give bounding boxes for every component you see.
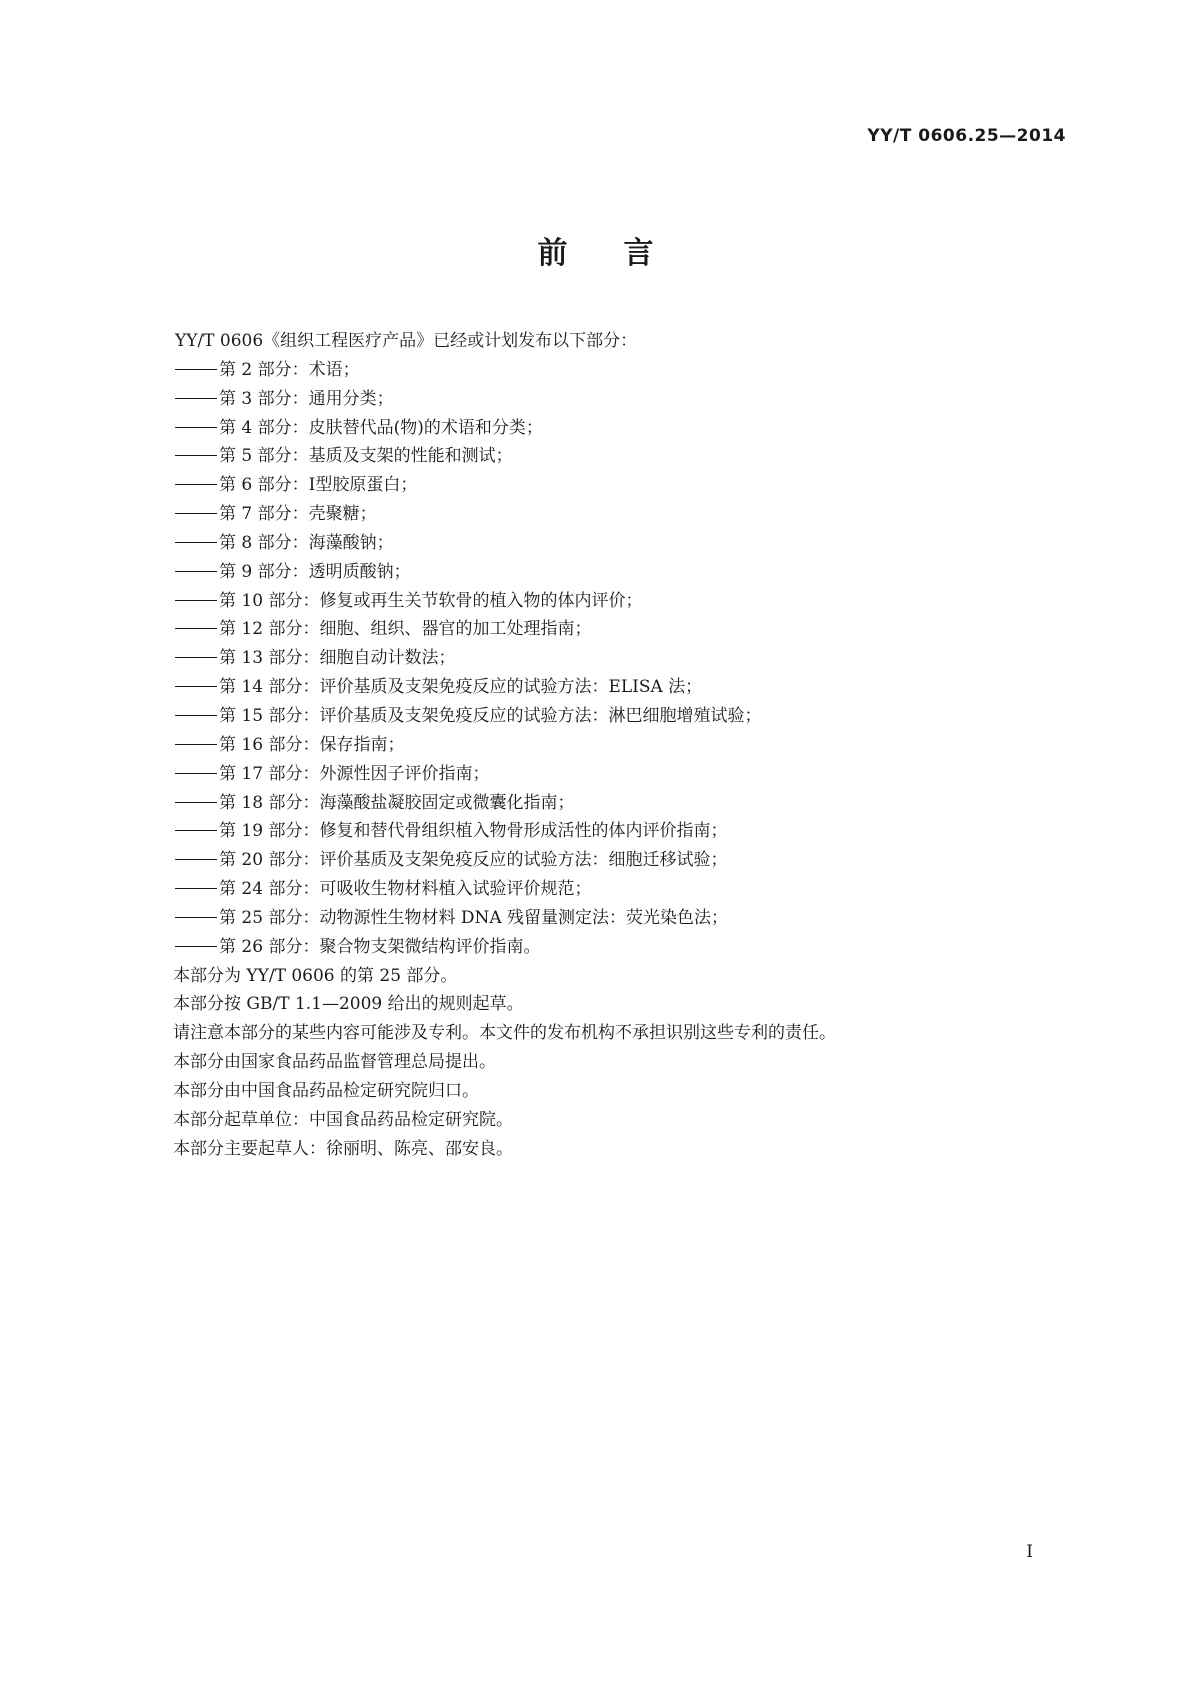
- dash-mark: [175, 571, 217, 572]
- dash-mark: [175, 398, 217, 399]
- list-item-text: 第 8 部分：海藻酸钠；: [219, 532, 394, 553]
- list-item-text: 第 19 部分：修复和替代骨组织植入物骨形成活性的体内评价指南；: [219, 821, 728, 842]
- list-item: [175, 789, 1055, 818]
- list-item: [175, 644, 1055, 673]
- list-item-text: 第 9 部分：透明质酸钠；: [219, 561, 411, 582]
- dash-mark: [175, 888, 217, 889]
- paragraph: 本部分起草单位：中国食品药品检定研究院。: [173, 1109, 513, 1130]
- dash-mark: [175, 830, 217, 831]
- list-item-text: 第 2 部分：术语；: [219, 359, 360, 380]
- list-item: [175, 558, 1055, 587]
- dash-mark: [175, 600, 217, 601]
- page-number: I: [1026, 1542, 1033, 1562]
- list-item-text: 第 26 部分：聚合物支架微结构评价指南。: [219, 936, 541, 957]
- dash-mark: [175, 542, 217, 543]
- intro-line: YY/T 0606《组织工程医疗产品》已经或计划发布以下部分：: [175, 331, 638, 351]
- list-item: [175, 500, 1055, 529]
- list-item: [175, 904, 1055, 933]
- list-item: [175, 529, 1055, 558]
- list-item-text: 第 17 部分：外源性因子评价指南；: [219, 763, 490, 784]
- list-item-text: 第 3 部分：通用分类；: [219, 388, 394, 409]
- dash-mark: [175, 686, 217, 687]
- list-item: [175, 760, 1055, 789]
- paragraph: 本部分按 GB/T 1.1—2009 给出的规则起草。: [173, 994, 524, 1015]
- list-item-text: 第 18 部分：海藻酸盐凝胶固定或微囊化指南；: [219, 792, 575, 813]
- list-item-text: 第 13 部分：细胞自动计数法；: [219, 648, 456, 669]
- list-item: [175, 933, 1055, 962]
- paragraph: 本部分为 YY/T 0606 的第 25 部分。: [173, 965, 458, 986]
- dash-mark: [175, 917, 217, 918]
- list-item-text: 第 25 部分：动物源性生物材料 DNA 残留量测定法：荧光染色法；: [219, 907, 729, 928]
- list-item-text: 第 15 部分：评价基质及支架免疫反应的试验方法：淋巴细胞增殖试验；: [219, 705, 762, 726]
- dash-mark: [175, 369, 217, 370]
- list-item-text: 第 24 部分：可吸收生物材料植入试验评价规范；: [219, 879, 592, 900]
- list-item: [175, 385, 1055, 414]
- list-item: [175, 587, 1055, 616]
- list-item-text: 第 14 部分：评价基质及支架免疫反应的试验方法：ELISA 法；: [219, 677, 703, 698]
- list-item: [175, 875, 1055, 904]
- list-item-text: 第 6 部分：Ⅰ型胶原蛋白；: [219, 475, 418, 496]
- list-item: [175, 615, 1055, 644]
- dash-mark: [175, 744, 217, 745]
- dash-mark: [175, 657, 217, 658]
- list-item: [175, 673, 1055, 702]
- list-item: [175, 846, 1055, 875]
- dash-mark: [175, 773, 217, 774]
- dash-mark: [175, 427, 217, 428]
- dash-mark: [175, 513, 217, 514]
- standard-code: YY/T 0606.25—2014: [867, 126, 1066, 146]
- list-item: [175, 817, 1055, 846]
- paragraph: 本部分由国家食品药品监督管理总局提出。: [173, 1052, 496, 1073]
- dash-mark: [175, 946, 217, 947]
- list-item: [175, 442, 1055, 471]
- dash-mark: [175, 628, 217, 629]
- dash-mark: [175, 484, 217, 485]
- document-body: [175, 327, 1055, 1163]
- list-item-text: 第 20 部分：评价基质及支架免疫反应的试验方法：细胞迁移试验；: [219, 850, 728, 871]
- paragraph: 请注意本部分的某些内容可能涉及专利。本文件的发布机构不承担识别这些专利的责任。: [173, 1023, 836, 1044]
- list-item: [175, 702, 1055, 731]
- list-item: [175, 731, 1055, 760]
- list-item: [175, 471, 1055, 500]
- list-item-text: 第 12 部分：细胞、组织、器官的加工处理指南；: [219, 619, 592, 640]
- dash-mark: [175, 802, 217, 803]
- page-title: 前言: [537, 236, 710, 271]
- dash-mark: [175, 859, 217, 860]
- list-item: [175, 356, 1055, 385]
- paragraph: 本部分由中国食品药品检定研究院归口。: [173, 1080, 479, 1101]
- dash-mark: [175, 715, 217, 716]
- list-item-text: 第 7 部分：壳聚糖；: [219, 504, 377, 525]
- paragraph: 本部分主要起草人：徐丽明、陈亮、邵安良。: [173, 1138, 513, 1159]
- list-item-text: 第 4 部分：皮肤替代品(物)的术语和分类；: [219, 417, 543, 438]
- dash-mark: [175, 455, 217, 456]
- list-item: [175, 414, 1055, 443]
- list-item-text: 第 16 部分：保存指南；: [219, 734, 405, 755]
- list-item-text: 第 5 部分：基质及支架的性能和测试；: [219, 446, 513, 467]
- list-item-text: 第 10 部分：修复或再生关节软骨的植入物的体内评价；: [219, 590, 643, 611]
